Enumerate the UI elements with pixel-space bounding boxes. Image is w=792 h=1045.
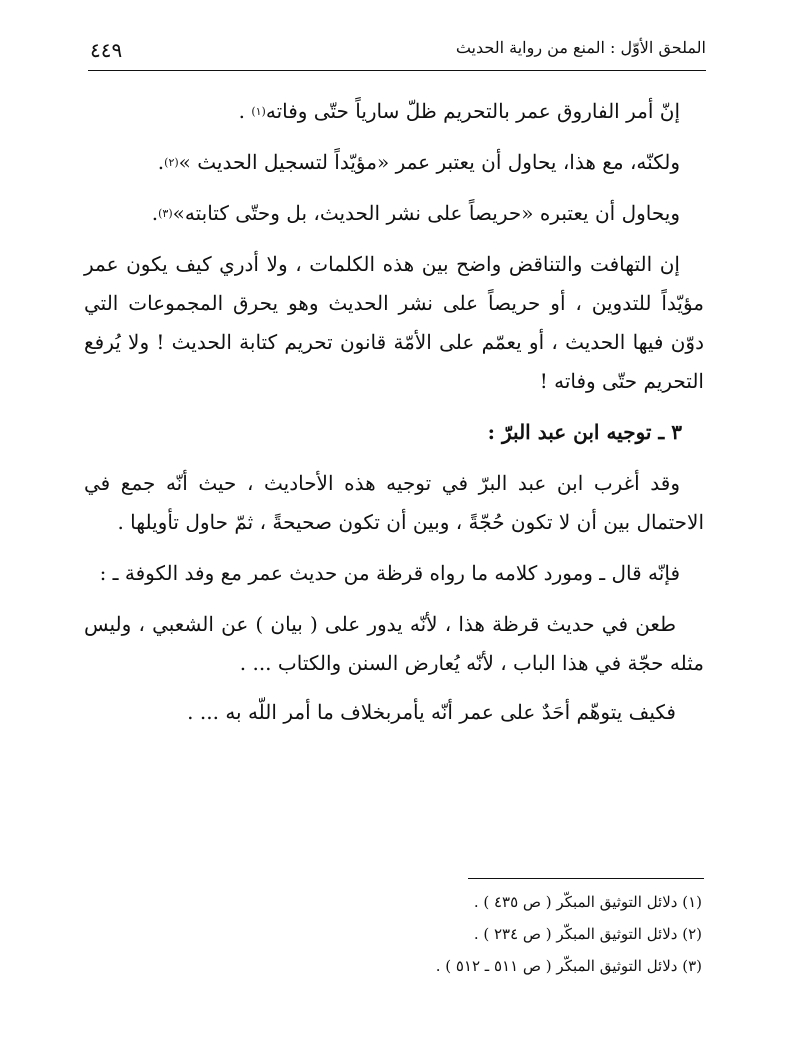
footnotes — [300, 886, 702, 982]
paragraph-6: فإنّه قال ـ ومورد كلامه ما رواه قرظة من حديث عمر مع وفد الكوفة ـ : — [99, 561, 680, 585]
quote-1: طعن في حديث قرظة هذا ، لأنّه يدور على ( بيان ) عن الشعبي ، وليس مثله حجّة في هذا الباب ، لأنّه يُعارض السنن والكتاب ... . — [84, 612, 704, 675]
footnote-2: (٢) دلائل التوثيق المبكّر ( ص ٢٣٤ ) . — [473, 925, 702, 943]
footnote-divider — [468, 878, 704, 879]
paragraph-1: إنّ أمر الفاروق عمر بالتحريم ظلّ سارياً حتّى وفاته$^{(١)}$ . — [238, 99, 680, 123]
section-heading: ٣ ـ توجيه ابن عبد البرّ : — [487, 420, 682, 444]
main-text — [84, 92, 704, 744]
paragraph-5: وقد أغرب ابن عبد البرّ في توجيه هذه الأحاديث ، حيث أنّه جمع في الاحتمال بين أن لا تكون حُجّةً ، وبين أن تكون صحيحةً ، ثمّ حاول تأويلها . — [84, 471, 704, 534]
header-divider — [88, 70, 706, 71]
paragraph-2: ولكنّه، مع هذا، يحاول أن يعتبر عمر «مؤيّداً لتسجيل الحديث »$^{(٢)}$. — [157, 150, 680, 174]
paragraph-4: إن التهافت والتناقض واضح بين هذه الكلمات ، ولا أدري كيف يكون عمر مؤيّداً للتدوين ، أو حريصاً على نشر الحديث وهو يحرق المجموعات التي دوّن فيها الحديث ، أو يعمّم على الأمّة قانون تحريم كتابة الحديث ! ولا يُرفع التحريم حتّى وفاته ! — [84, 252, 704, 393]
footnote-ref-3: (٣) — [158, 207, 173, 220]
running-title: الملحق الأوّل : المنع من رواية الحديث — [455, 38, 706, 57]
footnote-3: (٣) دلائل التوثيق المبكّر ( ص ٥١١ ـ ٥١٢ ) . — [435, 957, 702, 975]
paragraph-3: ويحاول أن يعتبره «حريصاً على نشر الحديث، بل وحتّى كتابته»$^{(٣)}$. — [151, 201, 680, 225]
footnote-ref-2: (٢) — [164, 156, 179, 169]
page-number: ٤٤٩ — [90, 38, 123, 62]
footnote-1: (١) دلائل التوثيق المبكّر ( ص ٤٣٥ ) . — [473, 893, 702, 911]
footnote-ref-1: (١) — [251, 105, 266, 118]
page-header — [88, 34, 706, 70]
quote-2: فكيف يتوهّم أحَدٌ على عمر أنّه يأمربخلاف ما أمر اللّه به ... . — [187, 700, 676, 724]
